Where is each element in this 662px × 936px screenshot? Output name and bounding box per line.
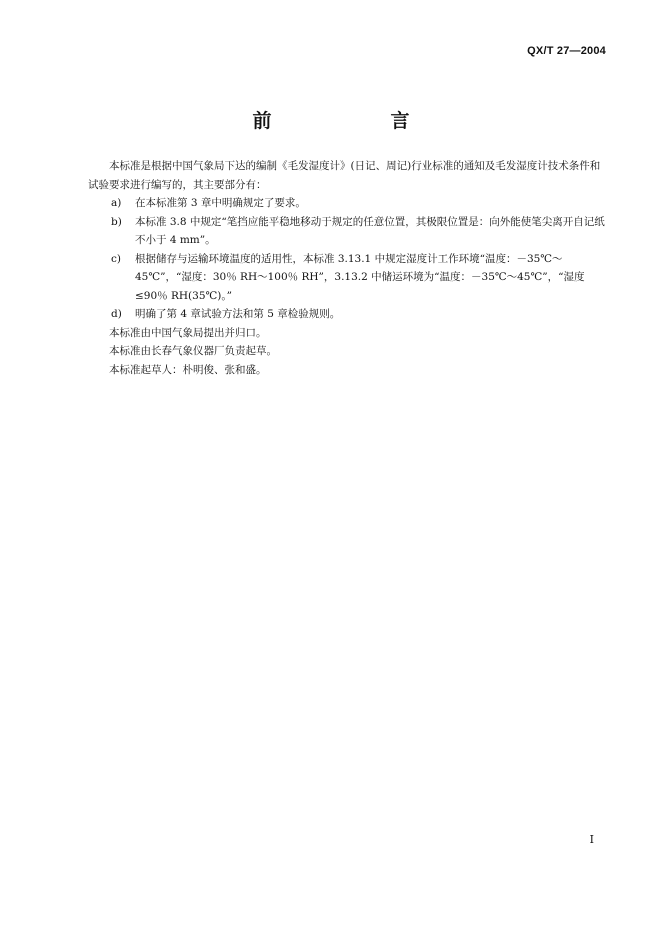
list-item-text: 在本标准第 3 章中明确规定了要求。 (135, 197, 306, 209)
list-marker: c) (111, 252, 121, 265)
closing-paragraph: 本标准起草人：朴明俊、张和盛。 (109, 363, 267, 376)
list-marker: a) (111, 197, 122, 209)
foreword-body (88, 157, 608, 379)
list-item (88, 194, 608, 213)
list-item-text: 本标准 3.8 中规定“笔挡应能平稳地移动于规定的任意位置，其极限位置是：向外能使笔尖离开自记纸不小于 4 mm”。 (135, 215, 605, 246)
list-marker: b) (111, 215, 122, 228)
closing-paragraph: 本标准由中国气象局提出并归口。 (109, 326, 267, 339)
list-marker: d) (111, 308, 122, 320)
closing-paragraph: 本标准由长春气象仪器厂负责起草。 (109, 345, 277, 357)
standard-code: QX/T 27—2004 (527, 45, 606, 57)
list-item (88, 250, 608, 306)
page-title: 前 言 (252, 110, 437, 132)
page-number: I (589, 833, 594, 846)
list-item (88, 305, 608, 324)
intro-paragraph: 本标准是根据中国气象局下达的编制《毛发湿度计》(日记、周记)行业标准的通知及毛发湿度计技术条件和试验要求进行编写的，其主要部分有： (88, 160, 601, 191)
list-item-text: 明确了第 4 章试验方法和第 5 章检验规则。 (135, 308, 341, 320)
list-item (88, 213, 608, 250)
list-item-text: 根据储存与运输环境温度的适用性，本标准 3.13.1 中规定湿度计工作环境“温度：－35℃～45℃”，“湿度：30％ RH～100％ RH”，3.13.2 中储运环境为“温度：－35℃～45℃”，“湿度≤90％ RH(35℃)。” (135, 252, 585, 302)
